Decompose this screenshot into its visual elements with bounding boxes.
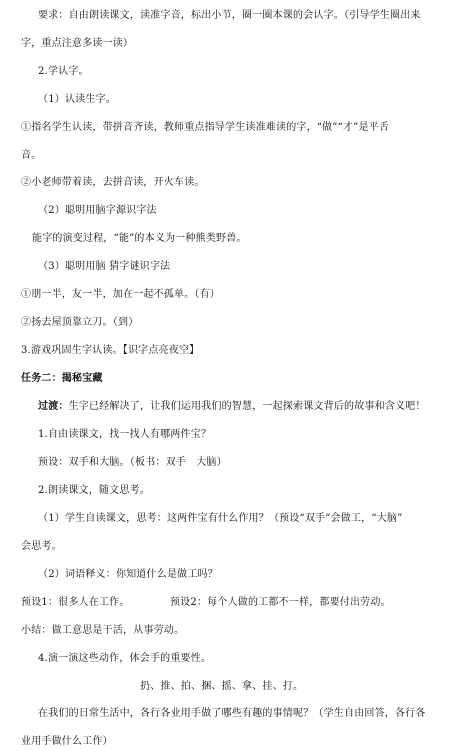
step-heading: 4.演一演这些动作，体会手的重要性。 bbox=[38, 653, 212, 664]
sub-heading-cont: 会思考。 bbox=[21, 541, 62, 552]
sub-heading: （2）聪明用脑字源识字法 bbox=[38, 205, 157, 216]
transition-label: 过渡： bbox=[38, 401, 69, 412]
list-item: ①指名学生认读，带拼音齐读，教师重点指导学生读准难读的字，“做”“才”是平舌 bbox=[21, 122, 390, 133]
body-text: 在我们的日常生活中，各行各业用手做了哪些有趣的事情呢？（学生自由回答，各行各 bbox=[38, 708, 426, 719]
summary-line: 小结：做工意思是干活，从事劳动。 bbox=[21, 625, 185, 636]
requirement-line-cont: 字，重点注意多读一读） bbox=[21, 38, 134, 49]
task-heading: 任务二：揭秘宝藏 bbox=[21, 373, 103, 384]
preset-answer: 预设2：每个人做的工都不一样，都要付出劳动。 bbox=[170, 597, 391, 608]
list-item: ②小老师带着读，去拼音读，开火车读。 bbox=[21, 177, 205, 188]
preset-answer: 预设1：很多人在工作。 bbox=[21, 597, 130, 608]
step-heading: 1.自由读课文，找一找人有哪两件宝？ bbox=[38, 429, 212, 440]
riddle-item: ①朋一半，友一半，加在一起不孤单。（有） bbox=[21, 289, 220, 300]
list-item-cont: 音。 bbox=[21, 150, 42, 161]
body-text: 能字的演变过程，“能”的本义为一种熊类野兽。 bbox=[32, 233, 247, 244]
riddle-item: ②扬去屋顶靠立刀。（到） bbox=[21, 317, 139, 328]
transition-text: 生字已经解决了，让我们运用我们的智慧，一起探索课文背后的故事和含义吧！ bbox=[68, 401, 426, 412]
sub-heading: （1）认读生字。 bbox=[38, 94, 116, 105]
action-list: 扔、推、拍、捆、摇、拿、挂、打。 bbox=[140, 681, 304, 692]
preset-answer: 预设：双手和大脑。（板书：双手 大脑） bbox=[38, 457, 227, 468]
transition-paragraph bbox=[38, 400, 426, 414]
requirement-line: 要求：自由朗读课文，读准字音，标出小节，圈一圈本课的会认字。（引导学生圈出来 bbox=[38, 10, 421, 21]
step-heading: 2.学认字。 bbox=[38, 66, 89, 77]
body-text-cont: 业用手做什么工作） bbox=[21, 736, 113, 747]
step-heading: 2.朗读课文，随文思考。 bbox=[38, 485, 150, 496]
sub-heading: （3）聪明用脑 猜字谜识字法 bbox=[38, 261, 171, 272]
sub-heading: （2）词语释义：你知道什么是做工吗？ bbox=[38, 569, 218, 580]
sub-heading: （1）学生自读课文，思考：这两件宝有什么作用？（预设“双手”会做工，“大脑” bbox=[38, 513, 403, 524]
step-heading: 3.游戏巩固生字认读。【识字点亮夜空】 bbox=[21, 345, 200, 356]
